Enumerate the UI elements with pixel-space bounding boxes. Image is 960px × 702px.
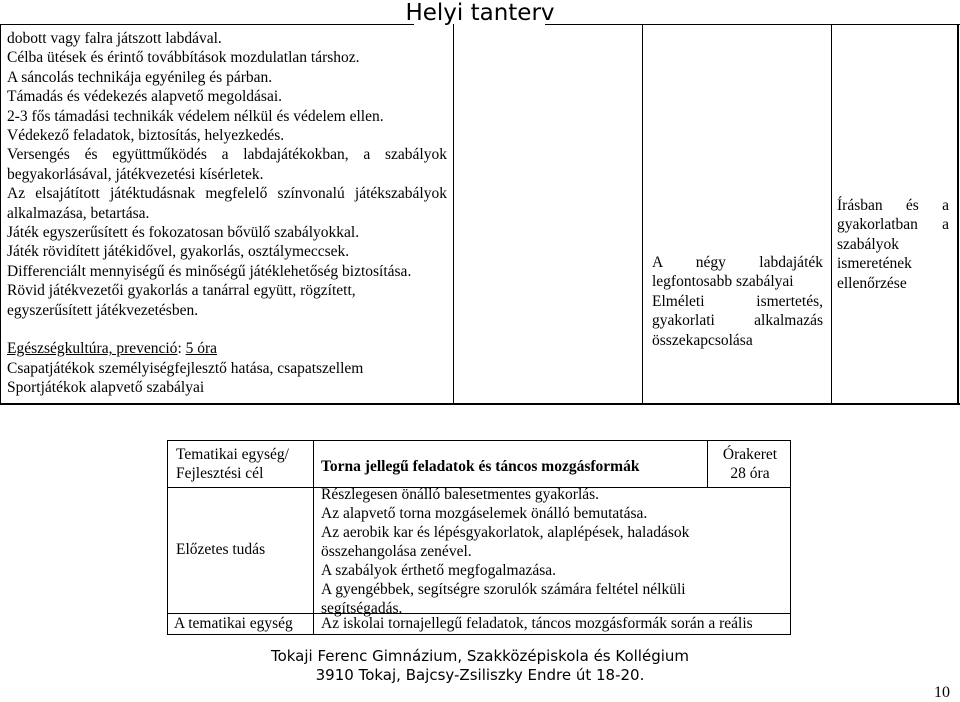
hours-value: 28 óra	[730, 465, 770, 482]
concepts-lines	[652, 253, 823, 350]
concept-line: gyakorlati alkalmazás	[652, 312, 823, 330]
content-line: dobott vagy falra játszott labdával.	[7, 30, 222, 47]
health-heading-label: Egészségkultúra, prevenció	[7, 340, 178, 358]
assessment-cell	[837, 196, 949, 293]
prereq-line: A szabályok érthető megfogalmazása.	[321, 562, 556, 579]
content-line: alkalmazása, betartása.	[7, 204, 150, 222]
footer-address: 3910 Tokaj, Bajcsy-Zsiliszky Endre út 18-20.	[315, 666, 645, 684]
content-line: Játék rövidített játékidővel, gyakorlás, osztálymeccsek.	[7, 243, 350, 261]
assessment-line: Írásban és a	[837, 197, 949, 214]
content-line: Versengés és együttműködés a labdajátékokban, a szabályok	[7, 146, 447, 164]
unit-table-border-left	[167, 440, 168, 635]
table-border-bottom	[0, 403, 960, 405]
concept-line: legfontosabb szabályai	[652, 273, 794, 291]
assessment-line: ellenőrzése	[837, 274, 907, 292]
table-divider-2	[642, 24, 643, 404]
content-line: Támadás és védekezés alapvető megoldásai.	[7, 88, 283, 106]
content-line: egyszerűsített játékvezetésben.	[7, 301, 199, 319]
page-header-title: Helyi tanterv	[405, 0, 555, 26]
health-hours: 5 óra	[185, 340, 218, 358]
content-line: A sáncolás technikája egyénileg és párban.	[7, 68, 273, 86]
prereq-line: összehangolása zenével.	[321, 543, 472, 560]
unit-table-col-divider	[313, 440, 314, 635]
assessment-line: szabályok	[837, 235, 899, 253]
concepts-cell	[652, 253, 823, 350]
prereq-line: Az alapvető torna mozgáselemek önálló bemutatása.	[321, 505, 648, 522]
content-line: Rövid játékvezetői gyakorlás a tanárral együtt, rögzített,	[7, 282, 356, 300]
goal-text: Az iskolai tornajellegű feladatok, táncos mozgásformák során a reális	[321, 615, 753, 632]
table-border-right	[957, 24, 959, 404]
health-lines	[7, 359, 447, 398]
page-number: 10	[934, 684, 950, 701]
unit-table-hours-divider	[707, 440, 708, 487]
assessment-lines	[837, 196, 949, 293]
prereq-line: Részlegesen önálló balesetmentes gyakorlás.	[321, 486, 600, 503]
health-heading-colon: :	[177, 340, 186, 358]
prereq-line: segítségadás.	[321, 600, 403, 617]
concept-line: összekapcsolása	[652, 331, 753, 349]
unit-label-line-1: Tematikai egység/	[176, 446, 289, 463]
content-lines	[7, 29, 447, 320]
content-line: Az elsajátított játéktudásnak megfelelő színvonalú játékszabályok	[7, 185, 447, 203]
hours-label: Órakeret	[722, 446, 778, 463]
assessment-line: gyakorlatban a	[837, 216, 949, 234]
prereq-label: Előzetes tudás	[176, 541, 266, 558]
content-line: Célba ütések és érintő továbbítások mozdulatlan társhoz.	[7, 49, 360, 67]
unit-table-border-bottom	[167, 634, 791, 635]
unit-table-border-right	[790, 440, 791, 635]
prereq-cell	[321, 485, 786, 618]
unit-title: Torna jellegű feladatok és táncos mozgásformák	[321, 458, 640, 475]
health-line: Sportjátékok alapvető szabályai	[7, 378, 205, 396]
footer-school-name: Tokaji Ferenc Gimnázium, Szakközépiskola és Kollégium	[270, 647, 690, 665]
prereq-line: Az aerobik kar és lépésgyakorlatok, alaplépések, haladások	[321, 524, 690, 541]
goal-label: A tematikai egység	[174, 615, 293, 632]
content-cell	[7, 29, 447, 397]
unit-table-border-top	[167, 440, 791, 441]
hours-cell	[712, 445, 788, 483]
table-border-left	[0, 24, 1, 404]
prereq-line: A gyengébbek, segítségre szorulók számára feltétel nélküli	[321, 581, 686, 598]
health-line: Csapatjátékok személyiségfejlesztő hatása, csapatszellem	[7, 359, 364, 377]
unit-label-cell	[176, 445, 289, 483]
content-line: 2-3 fős támadási technikák védelem nélkül és védelem ellen.	[7, 107, 384, 125]
content-line: Védekező feladatok, biztosítás, helyezkedés.	[7, 127, 285, 145]
content-line: begyakorlásával, játékvezetési kísérletek.	[7, 165, 264, 183]
content-line: Differenciált mennyiségű és minőségű játéklehetőség biztosítása.	[7, 262, 412, 280]
concept-line: Elméleti ismertetés,	[652, 292, 823, 310]
prereq-lines	[321, 485, 786, 618]
table-divider-1	[453, 24, 454, 404]
unit-label-line-2: Fejlesztési cél	[176, 465, 264, 482]
table-divider-3	[831, 24, 832, 404]
assessment-line: ismeretének	[837, 255, 912, 273]
content-line: Játék egyszerűsített és fokozatosan bővülő szabályokkal.	[7, 224, 360, 242]
concept-line: A négy labdajáték	[652, 254, 823, 271]
health-heading	[7, 339, 447, 358]
